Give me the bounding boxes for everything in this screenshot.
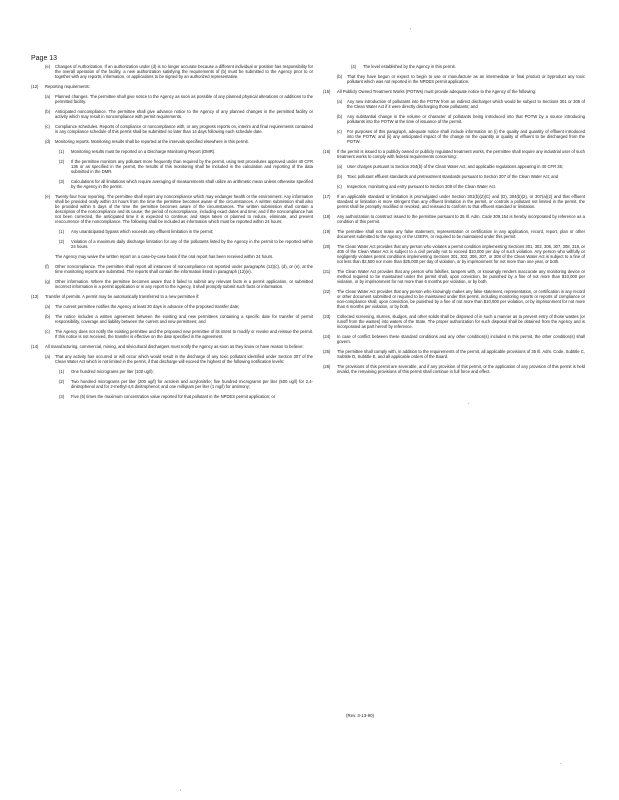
paragraph-number: (f) bbox=[45, 264, 49, 269]
paragraph-text: The permittee shall comply with, in addition to the requirements of the permit, all applicable provisions of 35 Ill. Adm. Code, Subtitle C, Subtitle D, Subtitle E, and all applicable orders of the Board. bbox=[337, 349, 585, 359]
paragraph-text: Other noncompliance. The permittee shall report all instances of noncompliance not reported under paragraphs (12)(c), (d), or (e), at the time monitoring reports are submitted. The reports shall contain the information listed in paragraph (12)(e). bbox=[55, 264, 313, 274]
paragraph-text: Other information. Where the permittee becomes aware that it failed to submit any relevant facts in a permit application, or submitted incorrect information in a permit application or in any report to the Agency, it shall promptly submit such facts or information. bbox=[55, 279, 313, 289]
paragraph bbox=[31, 64, 313, 79]
paragraph-number: (26) bbox=[323, 364, 331, 369]
paragraph bbox=[323, 289, 585, 309]
paragraph bbox=[31, 179, 313, 189]
paragraph bbox=[323, 89, 585, 94]
paragraph-text: Inspection, monitoring and entry pursuant to Section 308 of the Clean Water Act. bbox=[347, 184, 497, 189]
paragraph-number: (c) bbox=[45, 329, 50, 334]
paragraph bbox=[31, 84, 313, 89]
paragraph bbox=[31, 254, 313, 259]
paragraph-text: Any substantial change in the volume or character of pollutants being introduced into that POTW by a source introducing pollutants into the POTW at the time of issuance of the permit. bbox=[347, 114, 585, 124]
paragraph bbox=[323, 334, 585, 344]
paragraph bbox=[31, 159, 313, 174]
paragraph-number: (b) bbox=[337, 174, 343, 179]
paragraph-text: The provisions of this permit are severable, and if any provision of this permit, or the application of any provision of this permit is held invalid, the remaining provisions of this permit shall continue in full force and effect. bbox=[337, 364, 585, 374]
paragraph-text: Any new introduction of pollutants into the POTW from an indirect discharger which would be subject to Sections 301 or 306 of the Clean Water Act if it were directly discharging those pollutants; and bbox=[347, 99, 585, 109]
paragraph bbox=[323, 149, 585, 159]
paragraph bbox=[31, 314, 313, 324]
paragraph-number: (2) bbox=[59, 239, 65, 244]
paragraph-number: (c) bbox=[337, 129, 342, 134]
paragraph bbox=[31, 149, 313, 154]
paragraph-number: (16) bbox=[323, 149, 331, 154]
paragraph-number: (a) bbox=[45, 354, 51, 359]
paragraph-text: The Agency does not notify the existing permittee and the proposed new permittee of its intent to modify or revoke and reissue the permit. If this notice is not received, the transfer is effective on the date specified in the agreement. bbox=[55, 329, 313, 339]
paragraph bbox=[323, 244, 585, 264]
paragraph-text: Monitoring reports. Monitoring results shall be reported at the intervals specified elsewhere in this permit. bbox=[55, 139, 249, 144]
paragraph-number: (1) bbox=[59, 229, 65, 234]
scan-artifact: . bbox=[560, 760, 562, 766]
paragraph bbox=[31, 279, 313, 289]
paragraph-text: Reporting requirements: bbox=[45, 84, 90, 89]
paragraph bbox=[323, 314, 585, 329]
paragraph-text: All Publicly Owned Treatment Works (POTWs) must provide adequate notice to the Agency of the following: bbox=[337, 89, 537, 94]
paragraph-text: Planned changes. The permittee shall give notice to the Agency as soon as possible of any planned physical alterations or additions to the permitted facility. bbox=[55, 94, 313, 104]
paragraph bbox=[31, 194, 313, 224]
paragraph-text: If the permittee monitors any pollutant more frequently than required by the permit, using test procedures approved under 40 CFR 136 or as specified in the permit, the results of this monitoring shall be included in the calculation and reporting of the data submitted in the DMR. bbox=[71, 159, 313, 174]
paragraph-text: Anticipated noncompliance. The permittee shall give advance notice to the Agency of any planned changes in the permitted facility or activity which may result in noncompliance with permit requirements. bbox=[55, 109, 313, 119]
left-column bbox=[31, 64, 313, 404]
paragraph-number: (24) bbox=[323, 334, 331, 339]
paragraph-number: (3) bbox=[59, 179, 65, 184]
paragraph bbox=[31, 124, 313, 134]
paragraph-number: (g) bbox=[45, 279, 51, 284]
paragraph-number: (2) bbox=[59, 159, 65, 164]
paragraph-number: (12) bbox=[31, 84, 39, 89]
paragraph bbox=[323, 129, 585, 144]
scan-artifact: , bbox=[410, 25, 412, 31]
scan-artifact: . bbox=[468, 400, 470, 406]
right-column bbox=[323, 64, 585, 379]
paragraph bbox=[31, 304, 313, 309]
paragraph-text: The Clean Water Act provides that any person who falsifies, tampers with, or knowingly renders inaccurate any monitoring device or method required to be maintained under the permit shall, upon conviction, be punished by a fine of not more than $10,000 per violation, or by imprisonment for not more than 6 months per violation, or by both. bbox=[337, 269, 585, 284]
paragraph-text: The Clean Water Act provides that any person who knowingly makes any false statement, representation, or certification in any record or other document submitted or required to be maintained under this permit, including monitoring reports or reports of compliance or non-compliance shall, upon conviction, be punished by a fine of not more than $10,000 per violation, or by imprisonment for not more than 6 months per violation, or by both. bbox=[337, 289, 585, 309]
paragraph bbox=[323, 174, 585, 179]
paragraph-text: For purposes of this paragraph, adequate notice shall include information on (i) the quality and quantity of effluent introduced into the POTW, and (ii) any anticipated impact of the change on the quantity or quality of effluent to be discharged from the POTW. bbox=[347, 129, 585, 144]
paragraph-number: (e) bbox=[45, 64, 51, 69]
paragraph bbox=[31, 264, 313, 274]
paragraph-text: The current permittee notifies the Agency at least 30 days in advance of the proposed transfer date; bbox=[55, 304, 240, 309]
paragraph-number: (c) bbox=[337, 184, 342, 189]
paragraph bbox=[31, 329, 313, 339]
paragraph bbox=[31, 94, 313, 104]
paragraph-text: That any activity has occurred or will occur which would result in the discharge of any toxic pollutant identified under Section 307 of the Clean Water Act which is not limited in the permit, if that discharge will exceed the highest of the following notification levels: bbox=[55, 354, 313, 364]
paragraph bbox=[31, 379, 313, 389]
paragraph-number: (17) bbox=[323, 194, 331, 199]
paragraph bbox=[323, 114, 585, 124]
paragraph-number: (a) bbox=[337, 99, 343, 104]
paragraph bbox=[31, 229, 313, 234]
paragraph-number: (b) bbox=[45, 314, 51, 319]
paragraph-number: (23) bbox=[323, 314, 331, 319]
paragraph-text: In case of conflict between these standard conditions and any other condition(s) included in this permit, the other condition(s) shall govern. bbox=[337, 334, 585, 344]
paragraph-text: Collected screening, slurries, sludges, and other solids shall be disposed of in such a manner as to prevent entry of those wastes (or runoff from the wastes) into waters of the State. The proper authorization for such disposal shall be obtained from the Agency and is incorporated as part hereof by reference. bbox=[337, 314, 585, 329]
paragraph bbox=[31, 394, 313, 399]
paragraph bbox=[323, 229, 585, 239]
paragraph bbox=[323, 269, 585, 284]
paragraph-text: The level established by the Agency in this permit. bbox=[363, 64, 456, 69]
paragraph-number: (1) bbox=[59, 149, 65, 154]
scan-artifact: ' bbox=[180, 790, 182, 796]
paragraph bbox=[323, 214, 585, 224]
paragraph-number: (e) bbox=[45, 194, 51, 199]
paragraph-text: Any authorization to construct issued to the permittee pursuant to 35 Ill. Adm. Code 309.154 is hereby incorporated by reference as a condition of this permit. bbox=[337, 214, 585, 224]
paragraph-text: Monitoring results must be reported on a Discharge Monitoring Report (DMR). bbox=[71, 149, 216, 154]
paragraph-text: The permittee shall not make any false statement, representation or certification in any application, record, report, plan or other document submitted to the Agency or the USEPA, or required to be maintained under this permit. bbox=[337, 229, 585, 239]
paragraph-number: (a) bbox=[45, 304, 51, 309]
paragraph-text: One hundred micrograms per liter (100 ug/l); bbox=[71, 369, 154, 374]
paragraph-number: (1) bbox=[59, 369, 65, 374]
paragraph-number: (21) bbox=[323, 269, 331, 274]
paragraph-number: (22) bbox=[323, 289, 331, 294]
paragraph-text: The notice includes a written agreement between the existing and new permittees containing a specific date for transfer of permit responsibility, coverage and liability between the current and new permittees; and bbox=[55, 314, 313, 324]
paragraph-text: Calculations for all limitations which require averaging of measurements shall utilize an arithmetic mean unless otherwise specified by the Agency in the permit. bbox=[71, 179, 313, 189]
paragraph-number: (14) bbox=[31, 344, 39, 349]
paragraph-number: (2) bbox=[59, 379, 65, 384]
paragraph-number: (c) bbox=[45, 124, 50, 129]
paragraph bbox=[31, 239, 313, 249]
paragraph bbox=[323, 349, 585, 359]
paragraph-number: (b) bbox=[337, 74, 343, 79]
paragraph-text: Compliance schedules. Reports of compliance or noncompliance with, or any progress reports on, interim and final requirements contained in any compliance schedule of this permit shall be submitted no later than 14 days following each schedule date. bbox=[55, 124, 313, 134]
paragraph-number: (b) bbox=[337, 114, 343, 119]
paragraph bbox=[323, 364, 585, 374]
paragraph-text: Violation of a maximum daily discharge limitation for any of the pollutants listed by the Agency in the permit to be reported within 24 hours. bbox=[71, 239, 313, 249]
paragraph-number: (18) bbox=[323, 214, 331, 219]
paragraph-number: (4) bbox=[351, 64, 357, 69]
paragraph-text: Five (5) times the maximum concentration value reported for that pollutant in the NPDES permit application; or bbox=[71, 394, 276, 399]
paragraph-text: Two hundred micrograms per liter (200 ug/l) for acrolein and acrylonitrile; five hundred micrograms per liter (500 ug/l) for 2,4-dinitrophenol and for 2-methyl-4,6 dinitrophenol; and one milligram per liter (1 mg/l) for antimony; bbox=[71, 379, 313, 389]
paragraph-text: If an applicable standard or limitation is promulgated under Section 301(b)(2)(C) and (D), 304(b)(2), or 307(a)(2) and that effluent standard or limitation is more stringent than any effluent limitation in the permit, or controls a pollutant not limited in the permit, the permit shall be promptly modified or revoked, and reissued to conform to that effluent standard or limitation. bbox=[337, 194, 585, 209]
paragraph bbox=[323, 99, 585, 109]
paragraph-number: (b) bbox=[45, 109, 51, 114]
paragraph bbox=[323, 64, 585, 69]
paragraph-text: The Agency may waive the written report on a case-by-case basis if the oral report has been received within 24 hours. bbox=[55, 254, 274, 259]
page-label: Page 13 bbox=[31, 55, 58, 62]
paragraph-number: (3) bbox=[59, 394, 65, 399]
paragraph-number: (d) bbox=[45, 139, 51, 144]
paragraph bbox=[31, 139, 313, 144]
paragraph-number: (20) bbox=[323, 244, 331, 249]
paragraph-number: (a) bbox=[337, 164, 343, 169]
paragraph-text: User charges pursuant to Section 204(b) of the Clean Water Act, and applicable regulations appearing in 40 CFR 35; bbox=[347, 164, 564, 169]
paragraph bbox=[31, 369, 313, 374]
paragraph-text: Any unanticipated bypass which exceeds any effluent limitation in the permit; bbox=[71, 229, 214, 234]
paragraph-number: (a) bbox=[45, 94, 51, 99]
paragraph bbox=[31, 294, 313, 299]
paragraph-text: Transfer of permits. A permit may be automatically transferred to a new permittee if: bbox=[45, 294, 200, 299]
paragraph-number: (19) bbox=[323, 229, 331, 234]
paragraph-text: The Clean Water Act provides that any person who violates a permit condition implementing Sections 301, 302, 306, 307, 308, 318, or 405 of the Clean Water Act is subject to a civil penalty not to exceed $10,000 per day of such violation. Any person who willfully or negligently violates permit conditions implementing Sections 301, 302, 306, 307, or 308 of the Clean Water Act is subject to a fine of not less than $2,500 nor more than $25,000 per day of violation, or by imprisonment for not more than one year, or both. bbox=[337, 244, 585, 264]
paragraph-text: If the permit is issued to a publicly owned or publicly regulated treatment works, the permittee shall require any industrial user of such treatment works to comply with federal requirements concerning: bbox=[337, 149, 585, 159]
paragraph bbox=[323, 74, 585, 84]
paragraph-text: Changes of Authorization. If an authorization under (d) is no longer accurate because a different individual or position has responsibility for the overall operation of the facility, a new authorization satisfying the requirements of (b) must be submitted to the Agency prior to or together with any reports, information, or applications to be signed by an authorized representative. bbox=[55, 64, 313, 79]
paragraph bbox=[323, 194, 585, 209]
paragraph bbox=[323, 164, 585, 169]
paragraph bbox=[31, 109, 313, 119]
paragraph bbox=[31, 354, 313, 364]
paragraph-text: Toxic pollutant effluent standards and pretreatment standards pursuant to Section 307 of the Clean Water Act; and bbox=[347, 174, 559, 179]
paragraph-text: Twenty-four hour reporting. The permittee shall report any noncompliance which may endanger health or the environment. Any information shall be provided orally within 24 hours from the time the permittee becomes aware of the circumstances. A written submission shall also be provided within 5 days of the time the permittee becomes aware of the circumstances. The written submission shall contain a description of the noncompliance and its cause; the period of noncompliance, including exact dates and time; and if the noncompliance has not been corrected, the anticipated time it is expected to continue; and steps taken or planned to reduce, eliminate, and prevent reoccurrence of the noncompliance. The following shall be included as information which must be reported within 24 hours: bbox=[55, 194, 313, 224]
paragraph-number: (13) bbox=[31, 294, 39, 299]
paragraph bbox=[31, 344, 313, 349]
paragraph-text: That they have begun or expect to begin to use or manufacture as an intermediate or final product or byproduct any toxic pollutant which was not reported in the NPDES permit application. bbox=[347, 74, 585, 84]
paragraph-number: (25) bbox=[323, 349, 331, 354]
revision-footer: (Rev. 3-13-90) bbox=[346, 713, 374, 718]
paragraph-number: (15) bbox=[323, 89, 331, 94]
paragraph bbox=[323, 184, 585, 189]
paragraph-text: All manufacturing, commercial, mining, and silvicultural dischargers must notify the Agency as soon as they know or have reason to believe: bbox=[45, 344, 304, 349]
